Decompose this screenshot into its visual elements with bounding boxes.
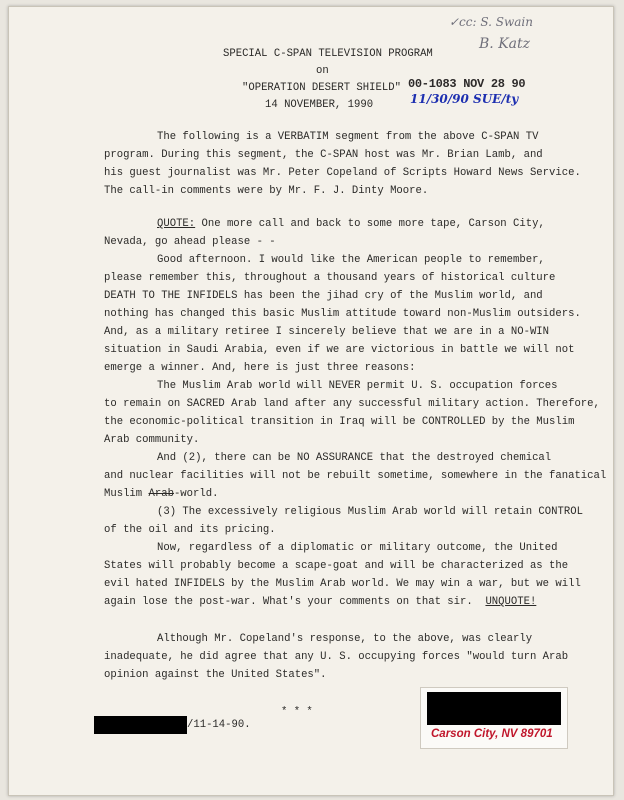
return-address: Carson City, NV 89701 xyxy=(431,728,553,740)
body-line-7: emerge a winner. And, here is just three reasons: xyxy=(104,362,416,374)
conclusion-line-2: States will probably become a scape-goat and will be characterized as the xyxy=(104,560,569,572)
header-line-4: 14 NOVEMBER, 1990 xyxy=(265,99,374,111)
quote-line-2: Nevada, go ahead please - - xyxy=(104,236,276,248)
header-line-2: on xyxy=(316,65,329,77)
signoff-date: /11-14-90. xyxy=(187,719,251,731)
received-stamp: 00-1083 NOV 28 90 xyxy=(408,77,526,91)
conclusion-line-4-text: again lose the post-war. What's your comments on that sir. xyxy=(104,596,473,608)
body-line-6: situation in Saudi Arabia, even if we are victorious in battle we will not xyxy=(104,344,575,356)
redacted-name xyxy=(94,716,187,734)
header-line-1: SPECIAL C-SPAN TELEVISION PROGRAM xyxy=(223,48,433,60)
body-line-5: And, as a military retiree I sincerely believe that we are in a NO-WIN xyxy=(104,326,550,338)
body-line-2: please remember this, throughout a thousand years of historical culture xyxy=(104,272,556,284)
body-line-3: DEATH TO THE INFIDELS has been the jihad cry of the Muslim world, and xyxy=(104,290,543,302)
intro-line-3: his guest journalist was Mr. Peter Copeland of Scripts Howard News Service. xyxy=(104,167,581,179)
reason-2-line-1: And (2), there can be NO ASSURANCE that the destroyed chemical xyxy=(157,452,552,464)
unquote-label: UNQUOTE! xyxy=(485,596,537,608)
closing-line-1: Although Mr. Copeland's response, to the above, was clearly xyxy=(157,633,533,645)
section-stars: * * * xyxy=(281,706,313,718)
struck-word: Arab xyxy=(148,488,174,500)
reason-2-line-3 xyxy=(104,488,218,500)
reason-1-line-4: Arab community. xyxy=(104,434,200,446)
intro-line-1: The following is a VERBATIM segment from the above C-SPAN TV xyxy=(157,131,539,143)
reason-2-post: -world. xyxy=(173,488,219,500)
quote-line-1 xyxy=(157,218,545,230)
conclusion-line-3: evil hated INFIDELS by the Muslim Arab world. We may win a war, but we will xyxy=(104,578,581,590)
body-line-4: nothing has changed this basic Muslim attitude toward non-Muslim outsiders. xyxy=(104,308,581,320)
cc-note-line-2: B. Katz xyxy=(479,36,530,52)
reason-1-line-2: to remain on SACRED Arab land after any successful military action. Therefore, xyxy=(104,398,600,410)
quote-label: QUOTE: xyxy=(157,218,196,230)
handwritten-date-note: 11/30/90 SUE/ty xyxy=(410,92,519,106)
reason-1-line-3: the economic-political transition in Iraq will be CONTROLLED by the Muslim xyxy=(104,416,575,428)
cc-note-line-1: ✓cc: S. Swain xyxy=(449,15,533,29)
intro-line-2: program. During this segment, the C-SPAN host was Mr. Brian Lamb, and xyxy=(104,149,543,161)
intro-line-4: The call-in comments were by Mr. F. J. Dinty Moore. xyxy=(104,185,429,197)
reason-2-pre: Muslim xyxy=(104,488,149,500)
conclusion-line-4 xyxy=(104,596,536,608)
header-line-3: "OPERATION DESERT SHIELD" xyxy=(242,82,401,94)
reason-3-line-2: of the oil and its pricing. xyxy=(104,524,276,536)
body-line-1: Good afternoon. I would like the American people to remember, xyxy=(157,254,545,266)
redacted-address xyxy=(427,692,561,725)
conclusion-line-1: Now, regardless of a diplomatic or military outcome, the United xyxy=(157,542,558,554)
quote-line-1-text: One more call and back to some more tape, Carson City, xyxy=(195,218,545,230)
closing-line-3: opinion against the United States". xyxy=(104,669,327,681)
closing-line-2: inadequate, he did agree that any U. S. occupying forces "would turn Arab xyxy=(104,651,569,663)
reason-1-line-1: The Muslim Arab world will NEVER permit U. S. occupation forces xyxy=(157,380,558,392)
address-label xyxy=(420,687,568,749)
reason-3-line-1: (3) The excessively religious Muslim Arab world will retain CONTROL xyxy=(157,506,583,518)
reason-2-line-2: and nuclear facilities will not be rebuilt sometime, somewhere in the fanatical xyxy=(104,470,607,482)
document-page xyxy=(8,6,614,796)
